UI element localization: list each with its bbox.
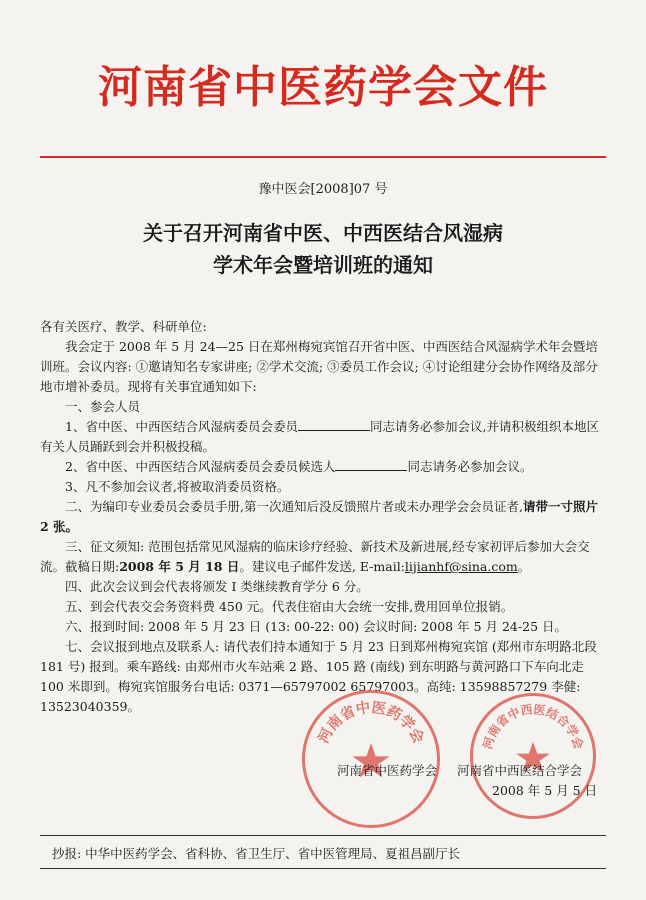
section-1-item-2: 2、省中医、中西医结合风湿病委员会委员候选人 同志请务必参加会议。 [65, 459, 533, 474]
svg-text:河南省中西医结合学会: 河南省中西医结合学会 [480, 702, 586, 751]
notice-title-line1: 关于召开河南省中医、中西医结合风湿病 [143, 221, 503, 245]
signature-org-1: 河南省中医药学会 [337, 763, 438, 778]
section-5: 五、到会代表交会务资料费 450 元。代表住宿由大会统一安排,费用回单位报销。 [65, 599, 514, 614]
document-header: 河南省中医药学会文件 [98, 62, 548, 113]
section-4: 四、此次会议到会代表将颁发 I 类继续教育学分 6 分。 [65, 579, 369, 594]
submission-deadline: 2008 年 5 月 18 日 [119, 559, 240, 574]
notice-title [0, 217, 646, 281]
notice-title-line2: 学术年会暨培训班的通知 [213, 253, 433, 277]
section-3: 三、征文须知: 范围包括常见风湿病的临床诊疗经验、新技术及新进展,经专家初评后参加大会交流。截稿日期:2008 年 5 月 18 日。建议电子邮件发送, E-mail:lijianhf@sina.com。 [40, 539, 590, 574]
blank-line [298, 418, 370, 431]
intro-paragraph: 我会定于 2008 年 5 月 24—25 日在郑州梅宛宾馆召开省中医、中西医结合风湿病学术年会暨培训班。会议内容: ①邀请知名专家讲座; ②学术交流; ③委员工作会议; ④讨论组建分会协作网络及部分地市增补委员。现将有关事宜通知如下: [40, 339, 598, 394]
section-2: 二、为编印专业委员会委员手册,第一次通知后没反馈照片者或未办理学会会员证者,请带一寸照片 2 张。 [40, 499, 598, 534]
seal-stamp-1 [302, 690, 440, 828]
cc-top-rule [40, 835, 606, 836]
section-6: 六、报到时间: 2008 年 5 月 23 日 (13: 00-22: 00) 会议时间: 2008 年 5 月 24-25 日。 [65, 619, 567, 634]
seal-1-graphic [305, 693, 437, 825]
section-1-item-1: 1、省中医、中西医结合风湿病委员会委员 同志请务必参加会议,并请积极组织本地区有关人员踊跃到会并积极投稿。 [40, 419, 599, 454]
seal-stamp-2 [470, 693, 596, 819]
issue-date: 2008 年 5 月 5 日 [492, 783, 598, 798]
svg-text:河南省中医药学会: 河南省中医药学会 [315, 699, 427, 747]
document-number: 豫中医会[2008]07 号 [258, 182, 388, 197]
signature-org-2: 河南省中西医结合学会 [457, 763, 583, 778]
cc-list: 抄报: 中华中医药学会、省科协、省卫生厅、省中医管理局、夏祖昌副厅长 [52, 846, 461, 861]
notice-body [40, 317, 606, 717]
header-red-rule [40, 156, 606, 158]
section-7: 七、会议报到地点及联系人: 请代表们持本通知于 5 月 23 日到郑州梅宛宾馆 (郑州市东明路北段 181 号) 报到。乘车路线: 由郑州市火车站乘 2 路、105 路 (南线) 到东明路与黄河路口下车向北走 100 米即到。梅宛宾馆服务台电话: 0371—65797002 65797003。高纯: 13598857279 李健: 13523040359。 [40, 639, 597, 714]
cc-bottom-rule [40, 868, 606, 869]
blank-line [335, 458, 407, 471]
section-1-item-3: 3、凡不参加会议者,将被取消委员资格。 [65, 479, 290, 494]
email-address: lijianhf@sina.com [404, 559, 518, 574]
section-1-heading: 一、参会人员 [65, 399, 141, 414]
greeting: 各有关医疗、教学、科研单位: [40, 319, 207, 334]
photo-requirement: 请带一寸照片 2 张。 [40, 499, 598, 534]
